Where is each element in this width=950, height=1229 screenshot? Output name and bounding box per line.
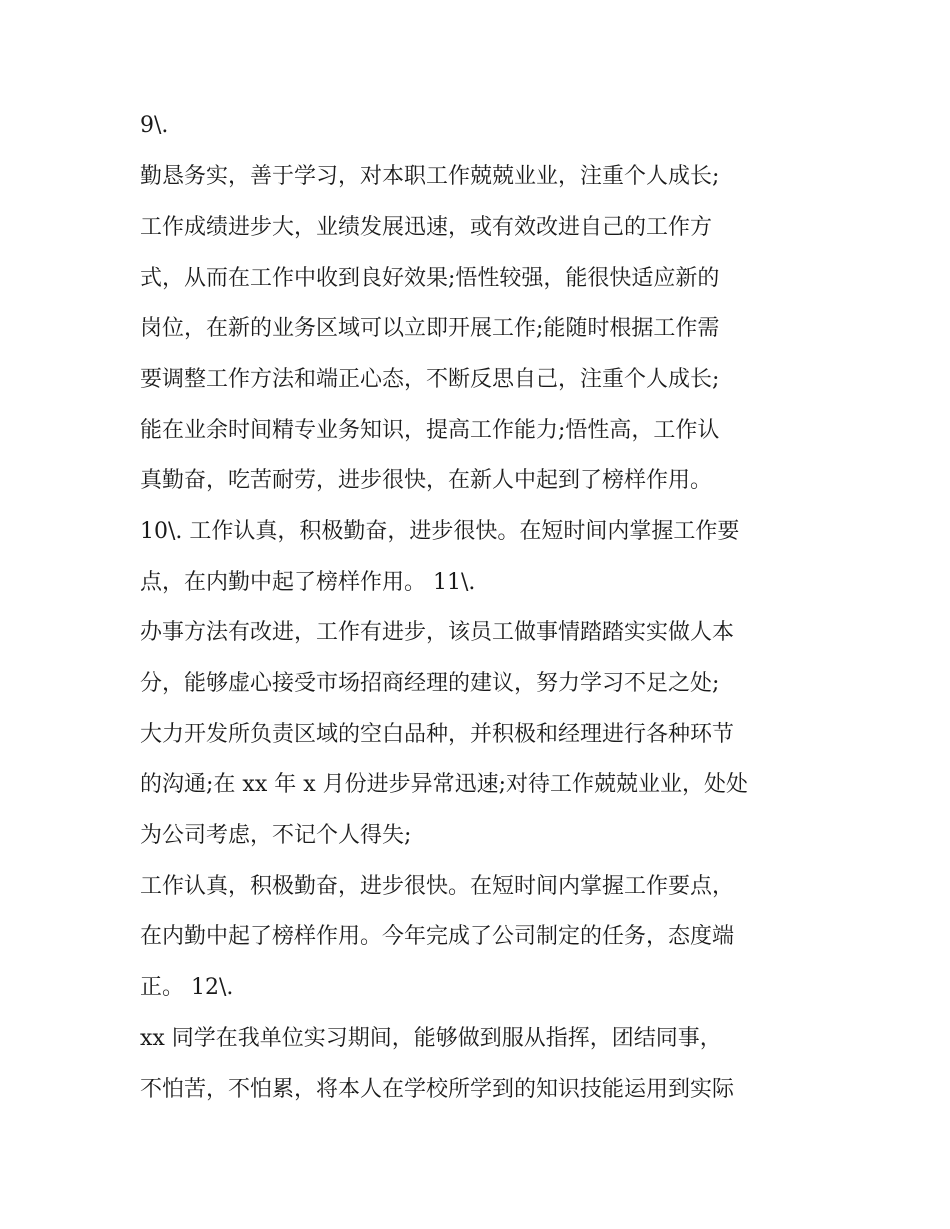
text-line: 在内勤中起了榜样作用。今年完成了公司制定的任务，态度端: [140, 924, 735, 949]
text-line: xx 同学在我单位实习期间，能够做到服从指挥，团结同事，: [140, 1026, 722, 1051]
text-line: 的沟通;在 xx 年 x 月份进步异常迅速;对待工作兢兢业业，处处: [140, 772, 749, 797]
text-line: 点，在内勤中起了榜样作用。 11\.: [140, 570, 476, 595]
text-line: 9\.: [140, 113, 169, 138]
text-line: 勤恳务实，善于学习，对本职工作兢兢业业，注重个人成长;: [140, 164, 720, 189]
text-line: 10\. 工作认真，积极勤奋，进步很快。在短时间内掌握工作要: [140, 519, 740, 544]
text-line: 正。 12\.: [140, 975, 234, 1000]
text-line: 工作认真，积极勤奋，进步很快。在短时间内掌握工作要点，: [140, 874, 735, 899]
text-line: 能在业余时间精专业务知识，提高工作能力;悟性高，工作认: [140, 418, 720, 443]
text-line: 办事方法有改进，工作有进步，该员工做事情踏踏实实做人本: [140, 620, 735, 645]
text-line: 要调整工作方法和端正心态，不断反思自己，注重个人成长;: [140, 367, 720, 392]
text-line: 为公司考虑，不记个人得失;: [140, 823, 412, 848]
text-line: 工作成绩进步大，业绩发展迅速，或有效改进自己的工作方: [140, 215, 713, 240]
text-line: 分，能够虚心接受市场招商经理的建议，努力学习不足之处;: [140, 671, 720, 696]
text-line: 岗位，在新的业务区域可以立即开展工作;能随时根据工作需: [140, 316, 720, 341]
text-line: 不怕苦，不怕累，将本人在学校所学到的知识技能运用到实际: [140, 1077, 735, 1102]
text-line: 式，从而在工作中收到良好效果;悟性较强，能很快适应新的: [140, 266, 720, 291]
text-line: 大力开发所负责区域的空白品种，并积极和经理进行各种环节: [140, 722, 735, 747]
text-line: 真勤奋，吃苦耐劳，进步很快，在新人中起到了榜样作用。: [140, 468, 713, 493]
